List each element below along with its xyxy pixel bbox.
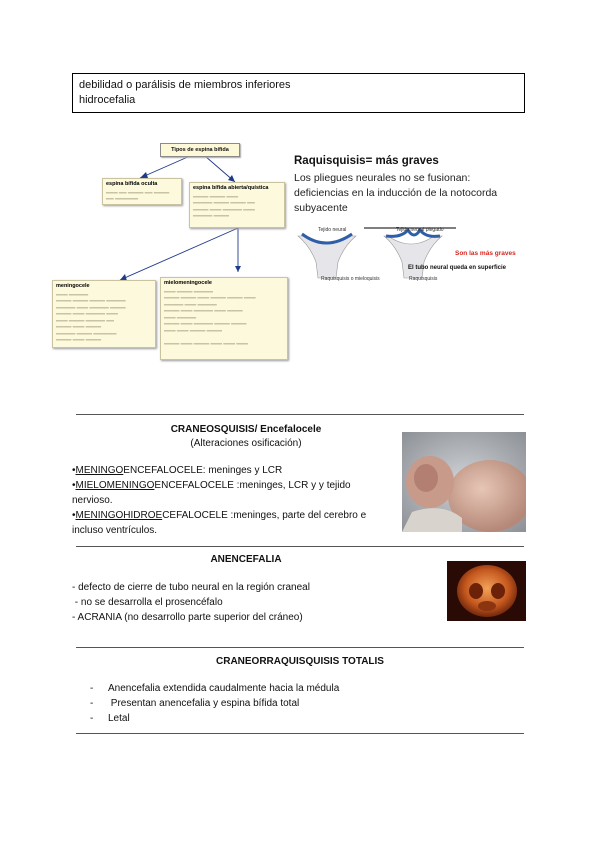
anencefalia-line-3: - ACRANIA (no desarrollo parte superior del cráneo) bbox=[72, 612, 303, 623]
card-meningocele bbox=[52, 280, 156, 348]
label-tejido-plegado: Tejido neural plegado bbox=[396, 227, 444, 233]
raquisquisis-line-2: deficiencias en la inducción de la notocorda bbox=[294, 187, 498, 199]
anencefalia-body bbox=[72, 580, 412, 625]
card-mielo-text-lines: ▁▁▁ ▁▁▁▁ ▁▁▁▁▁ ▁▁▁▁ ▁▁▁▁ ▁▁▁ ▁▁▁▁ ▁▁▁▁ ▁▁▁ ▁▁▁▁▁ ▁▁▁ ▁▁▁▁▁ ▁▁▁▁ ▁▁▁ ▁▁▁▁▁ ▁▁▁ ▁▁▁▁ ▁▁▁ ▁▁▁▁▁ ▁▁▁▁ ▁▁▁ ▁▁▁▁▁ ▁▁▁▁ ▁▁▁▁ ▁▁▁ ▁▁▁ ▁▁▁▁ ▁▁▁▁ ▁▁▁▁ ▁▁▁ ▁▁▁▁ ▁▁▁ ▁▁▁ ▁▁▁ bbox=[164, 286, 256, 345]
item-2-bullet: • bbox=[72, 480, 76, 491]
encefalocele-item-1 bbox=[72, 463, 402, 478]
craneorraquisquisis-title: CRANEORRAQUISQUISIS TOTALIS bbox=[216, 656, 384, 667]
raquisquisis-body bbox=[294, 171, 534, 216]
card-abierta-text-lines: ▁▁▁▁ ▁▁▁▁ ▁▁▁ ▁▁▁▁▁ ▁▁▁▁ ▁▁▁▁ ▁▁ ▁▁▁▁ ▁▁▁ ▁▁▁▁▁ ▁▁▁ ▁▁▁▁▁ ▁▁▁▁ bbox=[193, 191, 255, 217]
anencefalia-line-1: - defecto de cierre de tubo neural en la región craneal bbox=[72, 582, 310, 593]
label-tejido-neural: Tejido neural bbox=[318, 227, 347, 233]
card-meningocele-title: meningocele bbox=[56, 283, 90, 289]
item-2-text: ENCEFALOCELE :meninges, LCR y y tejido bbox=[154, 480, 351, 491]
encefalocele-item-2 bbox=[72, 478, 402, 493]
card-oculta-text-lines: ▁▁▁ ▁▁ ▁▁▁▁ ▁▁ ▁▁▁▁ ▁▁ ▁▁▁▁▁▁ bbox=[106, 187, 170, 200]
anencefalia-title: ANENCEFALIA bbox=[210, 554, 282, 565]
label-mas-graves: Son las más graves bbox=[455, 250, 516, 257]
item-3-bullet: • bbox=[72, 510, 76, 521]
craneosquisis-title: CRANEOSQUISIS/ Encefalocele bbox=[170, 424, 322, 435]
item-bullet: - bbox=[90, 683, 94, 694]
craneorraquisquisis-item-3 bbox=[90, 711, 510, 726]
item-text: Presentan anencefalia y espina bífida total bbox=[108, 698, 300, 709]
item-1-text: ENCEFALOCELE: meninges y LCR bbox=[123, 465, 283, 476]
card-abierta-title: espina bífida abierta/quística bbox=[193, 185, 269, 191]
concept-map-title: Tipos de espina bífida bbox=[160, 143, 240, 157]
label-raquisquisis: Raquisquisis bbox=[409, 276, 438, 282]
card-oculta-title: espina bífida oculta bbox=[106, 181, 158, 187]
top-line-1: debilidad o parálisis de miembros inferiores bbox=[79, 79, 291, 91]
label-tubo-superficie: El tubo neural queda en superficie bbox=[408, 265, 507, 271]
top-line-2: hidrocefalia bbox=[79, 94, 136, 106]
card-espina-oculta bbox=[102, 178, 182, 205]
craneosquisis-subtitle: (Alteraciones osificación) bbox=[190, 438, 302, 449]
raquisquisis-line-1: Los pliegues neurales no se fusionan: bbox=[294, 172, 471, 184]
encefalocele-item-2-cont: nervioso. bbox=[72, 495, 113, 506]
item-3-underlined: MENINGOHIDROE bbox=[75, 510, 163, 521]
anencefalia-photo bbox=[447, 561, 526, 621]
card-mielomeningocele bbox=[160, 277, 288, 360]
item-text: Anencefalia extendida caudalmente hacia la médula bbox=[108, 683, 340, 694]
item-2-underlined: MIELOMENINGO bbox=[75, 480, 155, 491]
item-text: Letal bbox=[108, 713, 130, 724]
raquisquisis-title: Raquisquisis= más graves bbox=[294, 155, 439, 167]
card-mielo-title: mielomeningocele bbox=[164, 280, 212, 286]
raquisquisis-line-3: subyacente bbox=[294, 202, 348, 214]
card-espina-abierta bbox=[189, 182, 285, 228]
item-bullet: - bbox=[90, 698, 94, 709]
divider-2 bbox=[76, 546, 524, 547]
item-1-bullet: • bbox=[72, 465, 76, 476]
item-3-text: CEFALOCELE :meninges, parte del cerebro e bbox=[162, 510, 367, 521]
encefalocele-photo bbox=[402, 432, 526, 532]
item-1-underlined: MENINGO bbox=[75, 465, 124, 476]
label-raquisquisis-mieloquisis: Raquisquisis o mieloquisis bbox=[321, 276, 380, 282]
anencefalia-line-2: - no se desarrolla el prosencéfalo bbox=[72, 597, 223, 608]
encefalocele-item-3 bbox=[72, 508, 402, 523]
divider-4 bbox=[76, 733, 524, 734]
craneorraquisquisis-item-2 bbox=[90, 696, 510, 711]
craneorraquisquisis-list bbox=[90, 681, 510, 726]
craneosquisis-list bbox=[72, 463, 402, 538]
divider-3 bbox=[76, 647, 524, 648]
divider-1 bbox=[76, 414, 524, 415]
craneorraquisquisis-item-1 bbox=[90, 681, 510, 696]
card-meningocele-text-lines: ▁▁▁ ▁▁▁▁▁ ▁▁▁▁ ▁▁▁▁ ▁▁▁▁ ▁▁▁▁▁ ▁▁▁▁▁ ▁▁▁ ▁▁▁▁▁ ▁▁▁▁ ▁▁▁▁ ▁▁▁ ▁▁▁▁▁ ▁▁▁ ▁▁▁ ▁▁▁▁ ▁▁▁▁▁ ▁▁ ▁▁▁▁ ▁▁▁ ▁▁▁▁ ▁▁▁▁▁ ▁▁▁▁ ▁▁▁▁▁▁ ▁▁▁▁ ▁▁▁ ▁▁▁▁ bbox=[56, 289, 126, 341]
item-bullet: - bbox=[90, 713, 94, 724]
encefalocele-item-3-cont: incluso ventrículos. bbox=[72, 525, 158, 536]
